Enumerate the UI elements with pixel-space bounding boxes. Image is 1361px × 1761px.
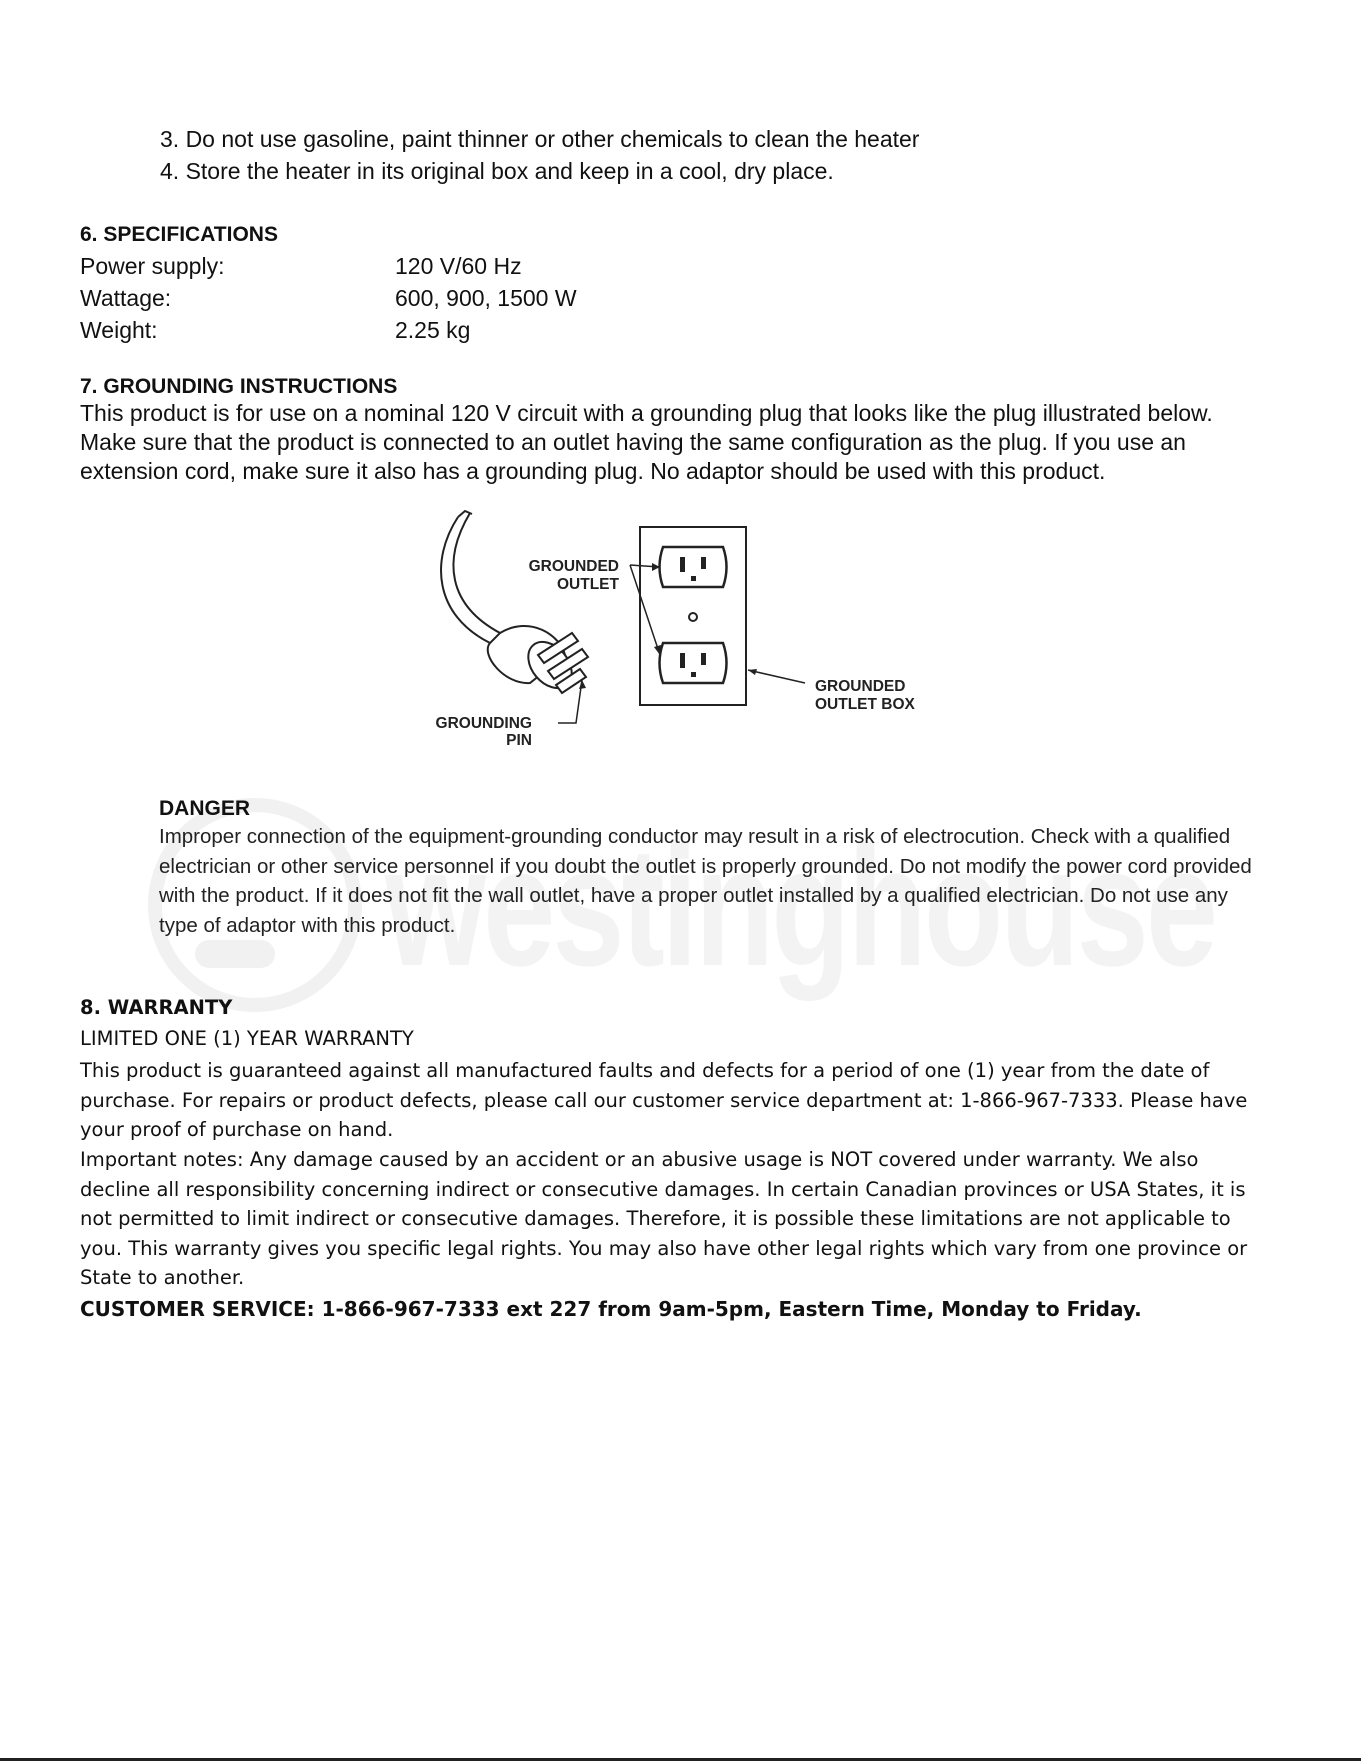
grounding-heading: 7. GROUNDING INSTRUCTIONS bbox=[80, 375, 398, 398]
label-grounding-pin-line2: PIN bbox=[506, 732, 532, 749]
list-item-3: 3. Do not use gasoline, paint thinner or other chemicals to clean the heater bbox=[160, 126, 920, 152]
spec-label-wattage: Wattage: bbox=[80, 285, 172, 311]
label-outlet-box-line1: GROUNDED bbox=[815, 678, 906, 695]
grounding-body: This product is for use on a nominal 120 V circuit with a grounding plug that looks like the plug illustrated below. Make sure that the product is connected to an outlet having the same configuration as the plug. If you use an extension cord, make sure it also has a grounding plug. No adaptor should be used with this product. bbox=[80, 400, 1213, 484]
spec-value-power: 120 V/60 Hz bbox=[395, 253, 522, 279]
grounding-plug-diagram bbox=[420, 505, 940, 755]
warranty-paragraph-1: This product is guaranteed against all manufactured faults and defects for a period of one (1) year from the date of purchase. For repairs or product defects, please call our customer service department at: 1-866-967-7333. Please have your proof of purchase on hand. bbox=[80, 1059, 1248, 1141]
svg-text:westinghouse: westinghouse bbox=[384, 812, 1215, 1002]
spec-value-wattage: 600, 900, 1500 W bbox=[395, 285, 577, 311]
customer-service-line: CUSTOMER SERVICE: 1-866-967-7333 ext 227 from 9am-5pm, Eastern Time, Monday to Friday. bbox=[80, 1297, 1142, 1321]
label-grounding-pin-line1: GROUNDING bbox=[435, 715, 532, 732]
list-item-4: 4. Store the heater in its original box and keep in a cool, dry place. bbox=[160, 158, 834, 184]
warranty-paragraph-2: Important notes: Any damage caused by an accident or an abusive usage is NOT covered under warranty. We also decline all responsibility concerning indirect or consecutive damages. In certain Canadian provinces or USA States, it is not permitted to limit indirect or consecutive damages. Therefore, it is possible these limitations are not applicable to you. This warranty gives you specific legal rights. You may also have other legal rights which vary from one province or State to another. bbox=[80, 1148, 1248, 1289]
label-outlet-box-line2: OUTLET BOX bbox=[815, 696, 915, 713]
spec-value-weight: 2.25 kg bbox=[395, 317, 471, 343]
warranty-heading: 8. WARRANTY bbox=[80, 996, 233, 1019]
spec-label-weight: Weight: bbox=[80, 317, 158, 343]
label-grounded-outlet-line1: GROUNDED bbox=[528, 558, 619, 575]
spec-label-power: Power supply: bbox=[80, 253, 225, 279]
danger-heading: DANGER bbox=[159, 797, 251, 820]
specifications-heading: 6. SPECIFICATIONS bbox=[80, 223, 278, 246]
warranty-subheading: LIMITED ONE (1) YEAR WARRANTY bbox=[80, 1027, 414, 1050]
label-grounded-outlet-line2: OUTLET bbox=[557, 576, 619, 593]
danger-body: Improper connection of the equipment-grounding conductor may result in a risk of electrocution. Check with a qualified electrician or other service personnel if you doubt the outlet is properly grounded. Do not modify the power cord provided with the product. If it does not fit the wall outlet, have a proper outlet installed by a qualified electrician. Do not use any type of adaptor with this product. bbox=[159, 825, 1252, 937]
